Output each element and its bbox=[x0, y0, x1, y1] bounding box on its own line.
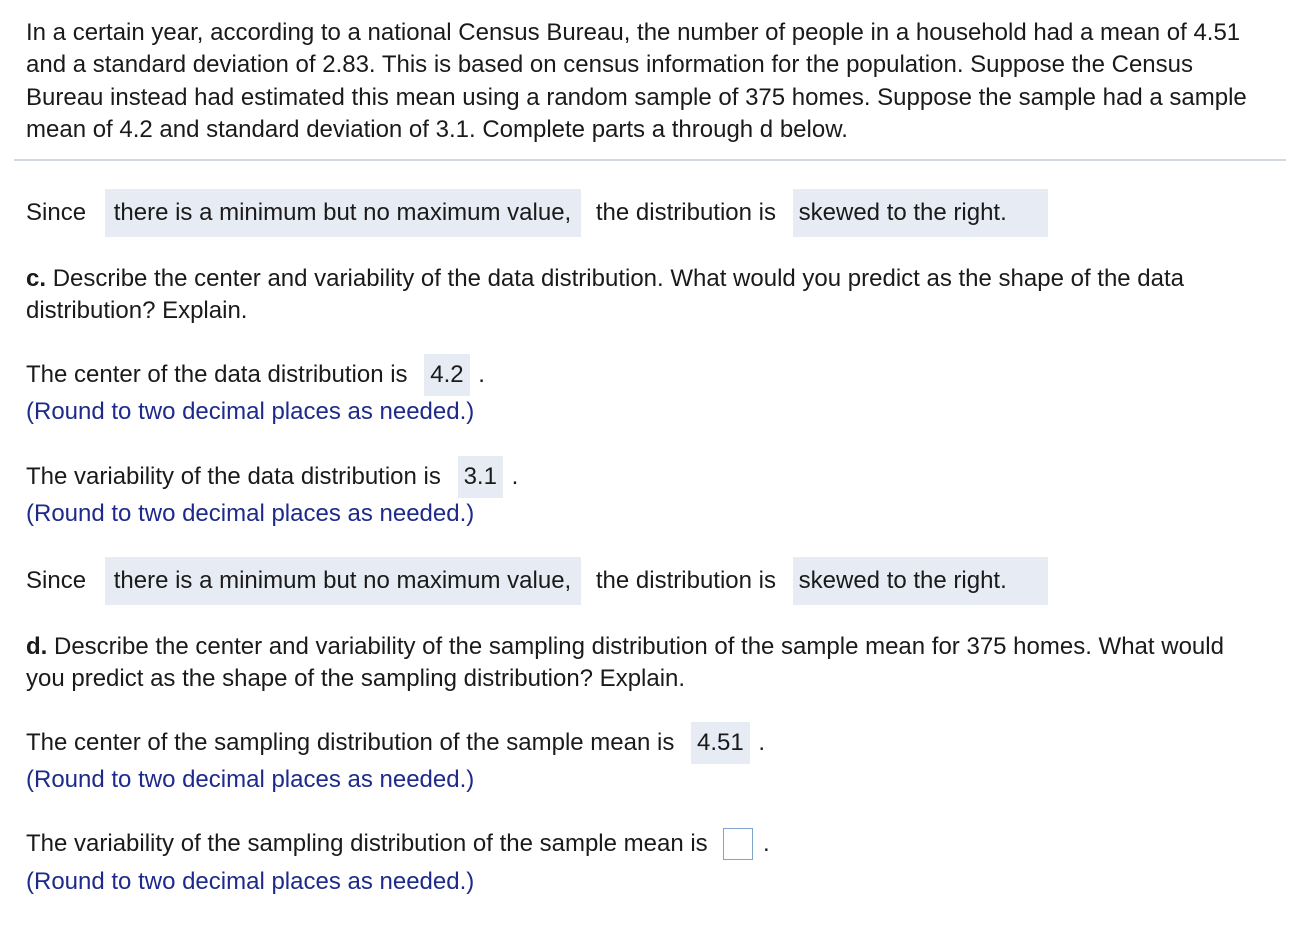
part-c-question bbox=[26, 263, 1266, 328]
part-c-variability-hint: (Round to two decimal places as needed.) bbox=[26, 500, 475, 527]
part-b-shape-row bbox=[26, 189, 1048, 237]
center-prefix: The center of the sampling distribution of the sample mean is bbox=[26, 729, 675, 756]
part-c-center-hint: (Round to two decimal places as needed.) bbox=[26, 398, 475, 425]
variability-prefix: The variability of the sampling distribution of the sample mean is bbox=[26, 830, 708, 857]
part-d-variability-input[interactable] bbox=[723, 828, 753, 860]
period: . bbox=[478, 361, 485, 388]
part-c-shape-row bbox=[26, 557, 1048, 605]
distribution-connector: the distribution is bbox=[595, 199, 776, 226]
part-d-center-answer[interactable]: 4.51 bbox=[691, 722, 750, 764]
variability-prefix: The variability of the data distribution is bbox=[26, 463, 441, 490]
period: . bbox=[758, 729, 766, 756]
part-d-center-row bbox=[26, 722, 765, 764]
part-c-variability-row bbox=[26, 456, 518, 498]
center-prefix: The center of the data distribution is bbox=[26, 361, 408, 388]
part-c-center-answer[interactable]: 4.2 bbox=[424, 354, 469, 396]
part-c-label: c. bbox=[26, 265, 47, 292]
part-b-shape-answer[interactable]: skewed to the right. bbox=[793, 189, 1048, 237]
section-divider bbox=[14, 159, 1286, 161]
part-c-center-row bbox=[26, 354, 485, 396]
problem-statement: In a certain year, according to a national Census Bureau, the number of people in a household had a mean of 4.51 and a standard deviation of 2.83. This is based on census information for the population. Suppose the Census Bureau instead had estimated this mean using a random sample of 375 homes. Suppose the sample had a sample mean of 4.2 and standard deviation of 3.1. Complete parts a through d below. bbox=[26, 19, 1247, 143]
period: . bbox=[763, 830, 770, 857]
part-c-reason-answer[interactable]: there is a minimum but no maximum value, bbox=[105, 557, 582, 605]
since-label: Since bbox=[26, 199, 87, 226]
part-d-label: d. bbox=[26, 633, 48, 660]
part-d-question bbox=[26, 631, 1266, 696]
part-b-reason-answer[interactable]: there is a minimum but no maximum value, bbox=[105, 189, 582, 237]
part-c-variability-answer[interactable]: 3.1 bbox=[458, 456, 503, 498]
part-d-variability-row bbox=[26, 828, 770, 860]
since-label: Since bbox=[26, 567, 87, 594]
part-d-center-hint: (Round to two decimal places as needed.) bbox=[26, 766, 475, 793]
part-d-variability-hint: (Round to two decimal places as needed.) bbox=[26, 868, 475, 895]
part-c-shape-answer[interactable]: skewed to the right. bbox=[793, 557, 1048, 605]
period: . bbox=[511, 463, 519, 490]
distribution-connector: the distribution is bbox=[595, 567, 776, 594]
part-c-question-text: Describe the center and variability of the data distribution. What would you predict as the shape of the data distribution? Explain. bbox=[26, 265, 1185, 325]
part-d-question-text: Describe the center and variability of the sampling distribution of the sample mean for 375 homes. What would you predict as the shape of the sampling distribution? Explain. bbox=[26, 633, 1224, 693]
